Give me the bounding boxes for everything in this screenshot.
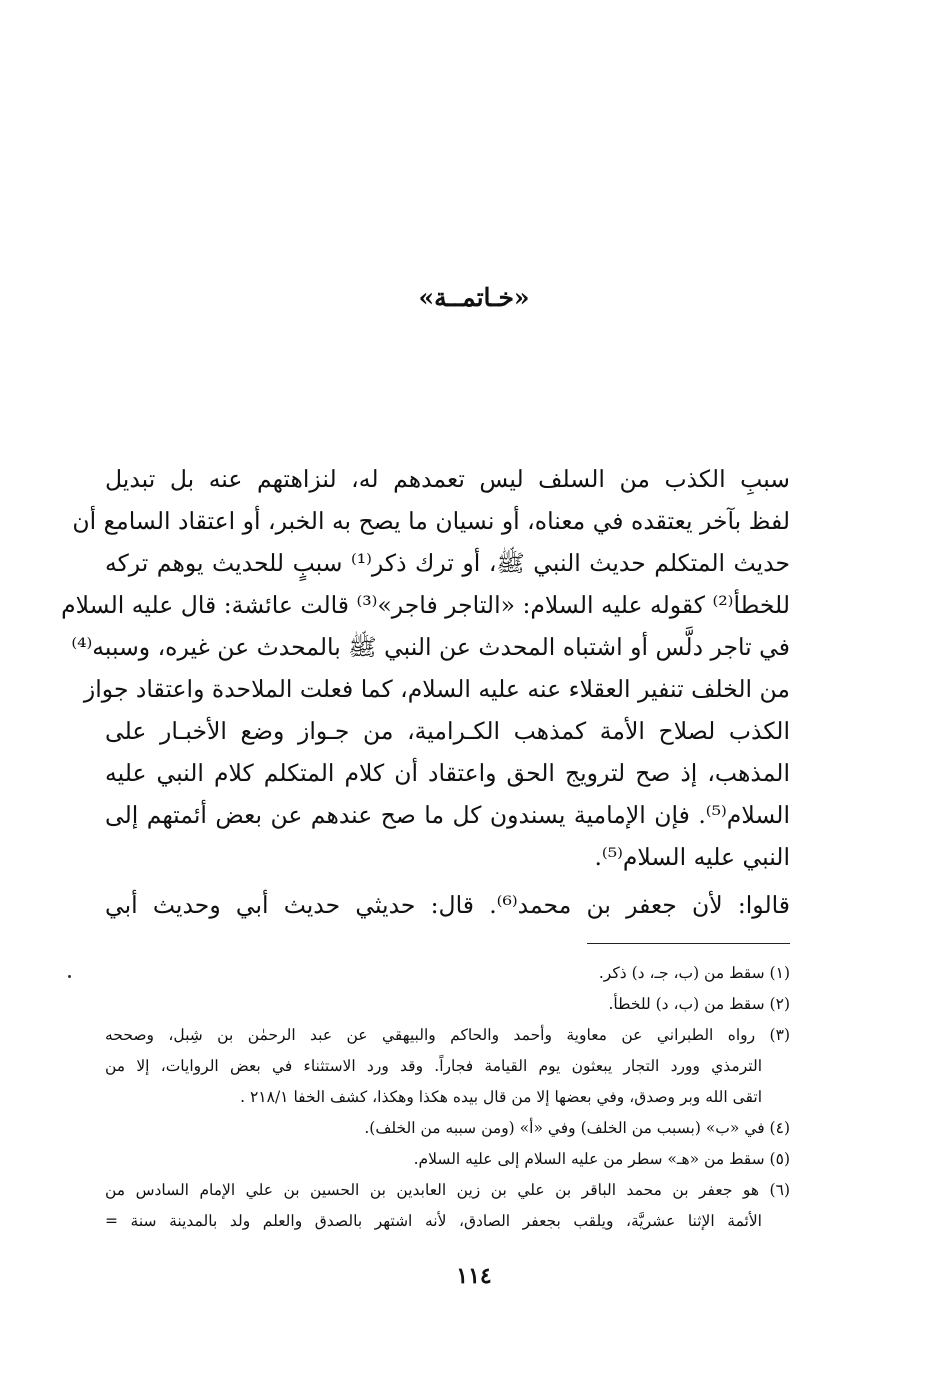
footnote-2: (٢) سقط من (ب، د) للخطأ. [608,995,790,1013]
scan-speck [68,975,71,978]
body-line: في تاجر دلَّس أو اشتباه المحدث عن النبي ﷺ بالمحدث عن غيره، وسببه⁽⁴⁾ [71,633,790,661]
footnote-3-continued: اتقى الله وبر وصدق، وفي بعضها إلا من قال بيده هكذا وهكذا، كشف الخفا ٢١٨/١ . [240,1088,762,1106]
footnote-6: (٦) هو جعفر بن محمد الباقر بن علي بن زين العابدين بن الحسين بن علي الإمام السادس من [105,1181,790,1199]
footnotes [105,958,790,1237]
second-paragraph-line: قالوا: لأن جعفر بن محمد⁽⁶⁾. قال: حديثي حديث أبي وحديث أبي [105,891,790,919]
footnote-3: (٣) رواه الطبراني عن معاوية وأحمد والحاكم والبيهقي عن عبد الرحمٰن بن شِبل، وصححه [105,1026,790,1044]
body-line: النبي عليه السلام⁽⁵⁾. [594,843,790,871]
body-line: حديث المتكلم حديث النبي ﷺ، أو ترك ذكر⁽¹⁾ سببٍ للحديث يوهم تركه [105,549,791,577]
page-number: ١١٤ [456,1263,492,1289]
main-text [61,458,791,926]
footnote-3-continued: الترمذي وورد التجار يبعثون يوم القيامة فجاراً. وقد ورد الاستثناء في بعض الروايات، إلا من [105,1057,762,1075]
footnote-1: (١) سقط من (ب، جـ، د) ذكر. [598,964,790,982]
body-line: من الخلف تنفير العقلاء عنه عليه السلام، كما فعلت الملاحدة واعتقاد جواز [83,675,790,703]
footnote-5: (٥) سقط من «هـ» سطر من عليه السلام إلى عليه السلام. [413,1150,790,1168]
body-line: للخطأ⁽²⁾ كقوله عليه السلام: «التاجر فاجر»⁽³⁾ قالت عائشة: قال عليه السلام [61,591,790,619]
page-heading: «خـاتمــة» [418,283,530,312]
footnote-4: (٤) في «ب» (بسبب من الخلف) وفي «أ» (ومن سببه من الخلف). [364,1119,790,1137]
body-line: سببِ الكذب من السلف ليس تعمدهم له، لنزاهتهم عنه بل تبديل [105,465,790,493]
body-line: السلام⁽⁵⁾. فإن الإمامية يسندون كل ما صح عندهم عن بعض أئمتهم إلى [105,801,790,829]
footnote-6-continued: الأئمة الإثنا عشريَّة، ويلقب بجعفر الصادق، لأنه اشتهر بالصدق والعلم ولد بالمدينة سنة = [105,1212,762,1230]
body-line: لفظ بآخر يعتقده في معناه، أو نسيان ما يصح به الخبر، أو اعتقاد السامع أن [72,507,790,535]
body-line: المذهب، إذ صح لترويج الحق واعتقاد أن كلام المتكلم كلام النبي عليه [105,759,790,787]
footnote-separator [587,943,790,944]
body-line: الكذب لصلاح الأمة كمذهب الكـرامية، من جـواز وضع الأخبـار على [105,717,790,745]
